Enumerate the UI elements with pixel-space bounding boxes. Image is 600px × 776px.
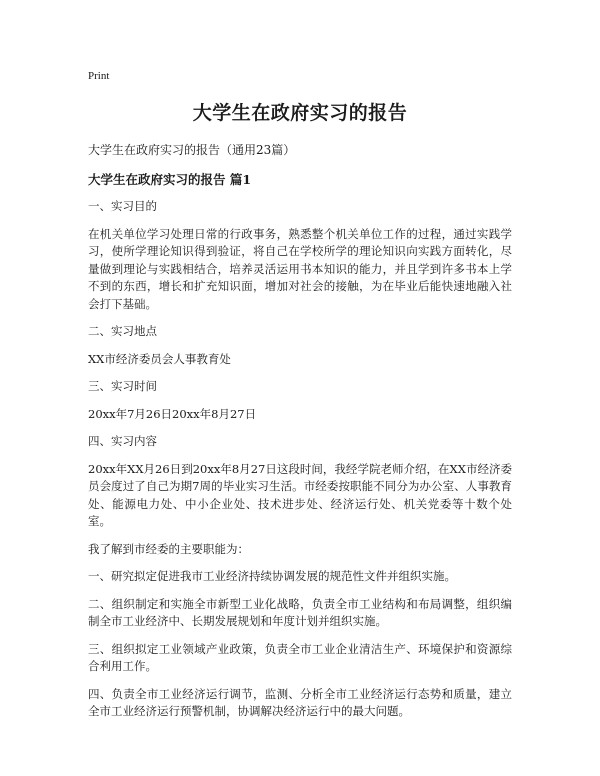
paragraph-location: XX市经济委员会人事教育处 <box>88 351 231 366</box>
paragraph-function-3: 三、组织拟定工业领域产业政策，负责全市工业企业清洁生产、环境保护和资源综合利用工作。 <box>88 641 512 673</box>
document-subtitle: 大学生在政府实习的报告（通用23篇） <box>88 143 296 157</box>
heading-time: 三、实习时间 <box>88 379 157 393</box>
paragraph-purpose: 在机关单位学习处理日常的行政事务，熟悉整个机关单位工作的过程，通过实践学习，使所学理论知识得到验证，将自己在学校所学的理论知识向实践方面转化，尽量做到理论与实践相结合，培养灵活运用书本知识的能力，并且学到许多书本上学不到的东西，增长和扩充知识面，增加对社会的接触，为在毕业后能快速地融入社会打下基础。 <box>88 226 512 311</box>
heading-purpose: 一、实习目的 <box>88 199 157 213</box>
heading-content: 四、实习内容 <box>88 434 157 448</box>
paragraph-time: 20xx年7月26日20xx年8月27日 <box>88 406 257 421</box>
paragraph-content: 20xx年XX月26日到20xx年8月27日这段时间，我经学院老师介绍，在XX市经济委员会度过了自己为期7周的毕业实习生活。市经委按职能不同分为办公室、人事教育处、能源电力处、中小企业处、技术进步处、经济运行处、机关党委等十数个处室。 <box>88 461 512 528</box>
paragraph-function-1: 一、研究拟定促进我市工业经济持续协调发展的规范性文件并组织实施。 <box>88 569 456 583</box>
section-title: 大学生在政府实习的报告 篇1 <box>88 172 252 187</box>
document-title: 大学生在政府实习的报告 <box>192 102 408 124</box>
print-link[interactable]: Print <box>88 70 110 82</box>
paragraph-function-2: 二、组织制定和实施全市新型工业化战略，负责全市工业结构和布局调整，组织编制全市工业经济中、长期发展规划和年度计划并组织实施。 <box>88 596 512 628</box>
heading-location: 二、实习地点 <box>88 324 157 338</box>
paragraph-function-4: 四、负责全市工业经济运行调节，监测、分析全市工业经济运行态势和质量，建立全市工业经济运行预警机制，协调解决经济运行中的最大问题。 <box>88 686 512 718</box>
paragraph-functions-intro: 我了解到市经委的主要职能为： <box>88 541 249 556</box>
